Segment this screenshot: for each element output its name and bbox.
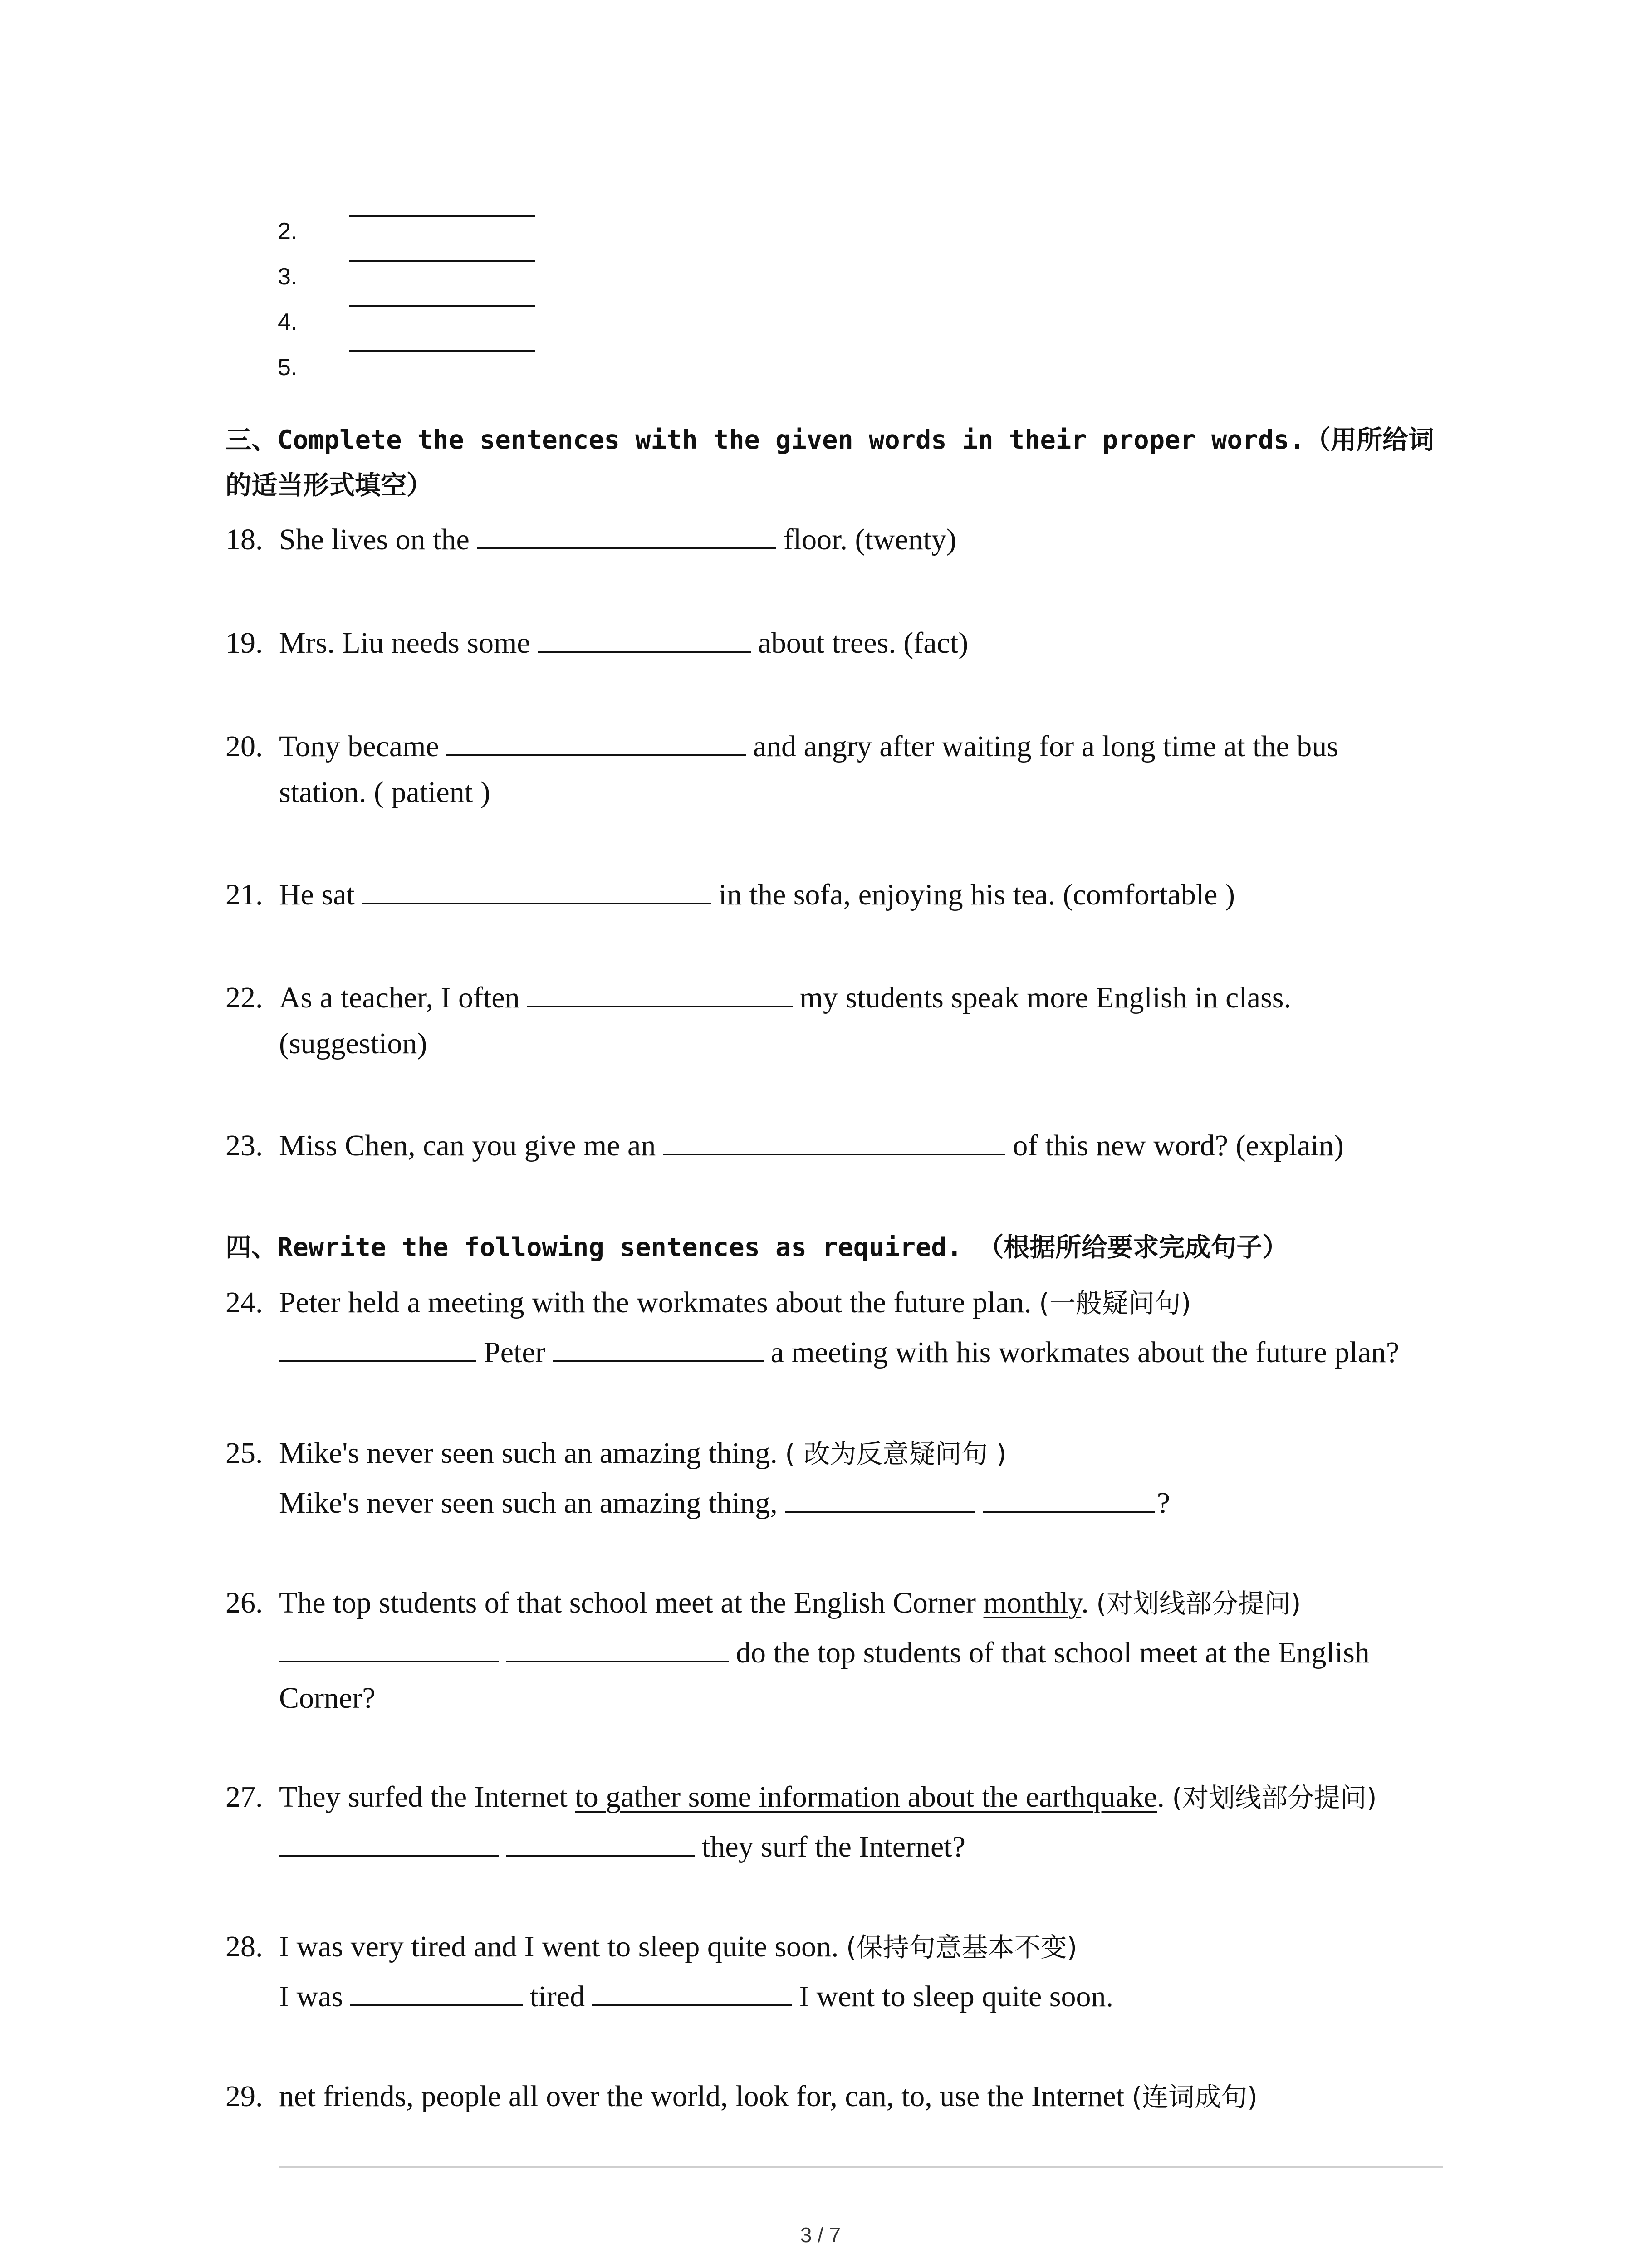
question-number: 19.: [225, 626, 263, 660]
question-number: 21.: [225, 878, 263, 911]
answer-blank[interactable]: [663, 1125, 1005, 1155]
underlined-phrase: monthly: [983, 1586, 1082, 1619]
answer-blank[interactable]: [446, 726, 746, 756]
answer-blank[interactable]: [350, 1976, 523, 2006]
question-instruction: (连词成句): [1132, 2082, 1258, 2112]
question-24: [225, 1280, 1191, 1326]
question-text: in the sofa, enjoying his tea. (comfortable ): [718, 878, 1235, 911]
question-instruction: ( 改为反意疑问句 ): [785, 1438, 1007, 1469]
question-number: 24.: [225, 1286, 263, 1319]
answer-blank[interactable]: [983, 1483, 1155, 1513]
answer-blank[interactable]: [785, 1483, 975, 1513]
question-25: [225, 1431, 1006, 1476]
question-instruction: (对划线部分提问): [1096, 1588, 1301, 1619]
question-text: He sat: [279, 878, 355, 911]
answer-blank[interactable]: [553, 1332, 764, 1362]
section-3-heading-line2: 的适当形式填空）: [225, 470, 432, 500]
question-number: 20.: [225, 730, 263, 763]
question-26: [225, 1580, 1301, 1626]
question-instruction: (对划线部分提问): [1172, 1782, 1377, 1813]
question-20-continued: station. ( patient ): [279, 776, 490, 809]
list-item-number: 4.: [278, 309, 298, 335]
section-4-heading: 四、Rewrite the following sentences as required. （根据所给要求完成句子）: [225, 1232, 1288, 1262]
question-text: Mike's never seen such an amazing thing,: [279, 1486, 778, 1520]
question-20: [225, 724, 1338, 769]
question-27: [225, 1774, 1377, 1820]
question-24-answer-line: [279, 1330, 1399, 1375]
question-number: 23.: [225, 1129, 263, 1162]
question-23: [225, 1123, 1344, 1168]
question-text: Mrs. Liu needs some: [279, 626, 530, 660]
question-text: I was very tired and I went to sleep quite soon.: [279, 1930, 839, 1963]
answer-line-4[interactable]: [349, 350, 535, 352]
question-22: [225, 975, 1291, 1021]
question-text: do the top students of that school meet at the English: [736, 1636, 1370, 1669]
list-item-number: 2.: [278, 218, 298, 244]
list-item-number: 3.: [278, 264, 298, 290]
question-text: Peter: [484, 1336, 545, 1369]
question-text: of this new word? (explain): [1013, 1129, 1344, 1162]
answer-blank[interactable]: [506, 1827, 695, 1857]
question-26-answer-line: [279, 1630, 1370, 1676]
question-27-answer-line: [279, 1824, 965, 1870]
answer-blank[interactable]: [279, 1332, 476, 1362]
question-text: The top students of that school meet at the English Corner: [279, 1586, 976, 1619]
question-number: 25.: [225, 1437, 263, 1470]
question-text: Mike's never seen such an amazing thing.: [279, 1437, 778, 1470]
question-21: [225, 872, 1235, 918]
underlined-phrase: to gather some information about the earthquake: [575, 1780, 1157, 1813]
question-text: ?: [1156, 1486, 1171, 1520]
question-text: Miss Chen, can you give me an: [279, 1129, 656, 1162]
question-text: .: [1157, 1780, 1165, 1813]
question-number: 27.: [225, 1780, 263, 1813]
answer-blank[interactable]: [279, 1827, 499, 1857]
question-number: 22.: [225, 981, 263, 1014]
answer-blank[interactable]: [362, 875, 711, 904]
question-29: [225, 2074, 1258, 2120]
list-item-number: 5.: [278, 354, 298, 381]
question-number: 29.: [225, 2080, 263, 2113]
question-text: As a teacher, I often: [279, 981, 520, 1014]
question-text: Tony became: [279, 730, 439, 763]
answer-rule-line[interactable]: [279, 2166, 1443, 2168]
question-text: Peter held a meeting with the workmates about the future plan.: [279, 1286, 1032, 1319]
question-text: my students speak more English in class.: [799, 981, 1291, 1014]
question-text: I was: [279, 1980, 343, 2013]
section-3-heading: [225, 417, 1450, 508]
answer-line-1[interactable]: [349, 215, 535, 217]
question-18: [225, 517, 956, 562]
question-text: .: [1081, 1586, 1089, 1619]
question-19: [225, 621, 968, 666]
answer-line-3[interactable]: [349, 305, 535, 307]
answer-blank[interactable]: [506, 1633, 729, 1662]
question-25-answer-line: [279, 1481, 1170, 1526]
question-26-continued: Corner?: [279, 1681, 376, 1715]
question-number: 28.: [225, 1930, 263, 1963]
answer-line-2[interactable]: [349, 260, 535, 262]
question-28-answer-line: [279, 1974, 1113, 2019]
answer-blank[interactable]: [592, 1976, 792, 2006]
question-28: [225, 1924, 1077, 1970]
question-instruction: (保持句意基本不变): [846, 1932, 1078, 1963]
page-number: 3 / 7: [800, 2223, 841, 2247]
question-number: 26.: [225, 1586, 263, 1619]
answer-blank[interactable]: [279, 1633, 499, 1662]
question-number: 18.: [225, 523, 263, 556]
question-instruction: (一般疑问句): [1039, 1288, 1191, 1319]
question-text: floor. (twenty): [783, 523, 957, 556]
answer-blank[interactable]: [477, 519, 776, 549]
question-text: She lives on the: [279, 523, 470, 556]
question-text: They surfed the Internet: [279, 1780, 568, 1813]
question-text: a meeting with his workmates about the future plan?: [770, 1336, 1400, 1369]
question-text: I went to sleep quite soon.: [799, 1980, 1113, 2013]
question-22-continued: (suggestion): [279, 1027, 427, 1060]
question-text: tired: [530, 1980, 585, 2013]
question-text: about trees. (fact): [758, 626, 969, 660]
answer-blank[interactable]: [527, 978, 793, 1007]
question-text: and angry after waiting for a long time at the bus: [753, 730, 1338, 763]
answer-blank[interactable]: [538, 623, 751, 653]
question-text: they surf the Internet?: [702, 1830, 965, 1863]
question-text: net friends, people all over the world, look for, can, to, use the Internet: [279, 2080, 1125, 2113]
section-3-heading-line1: 三、Complete the sentences with the given words in their proper words.（用所给词: [225, 425, 1434, 455]
